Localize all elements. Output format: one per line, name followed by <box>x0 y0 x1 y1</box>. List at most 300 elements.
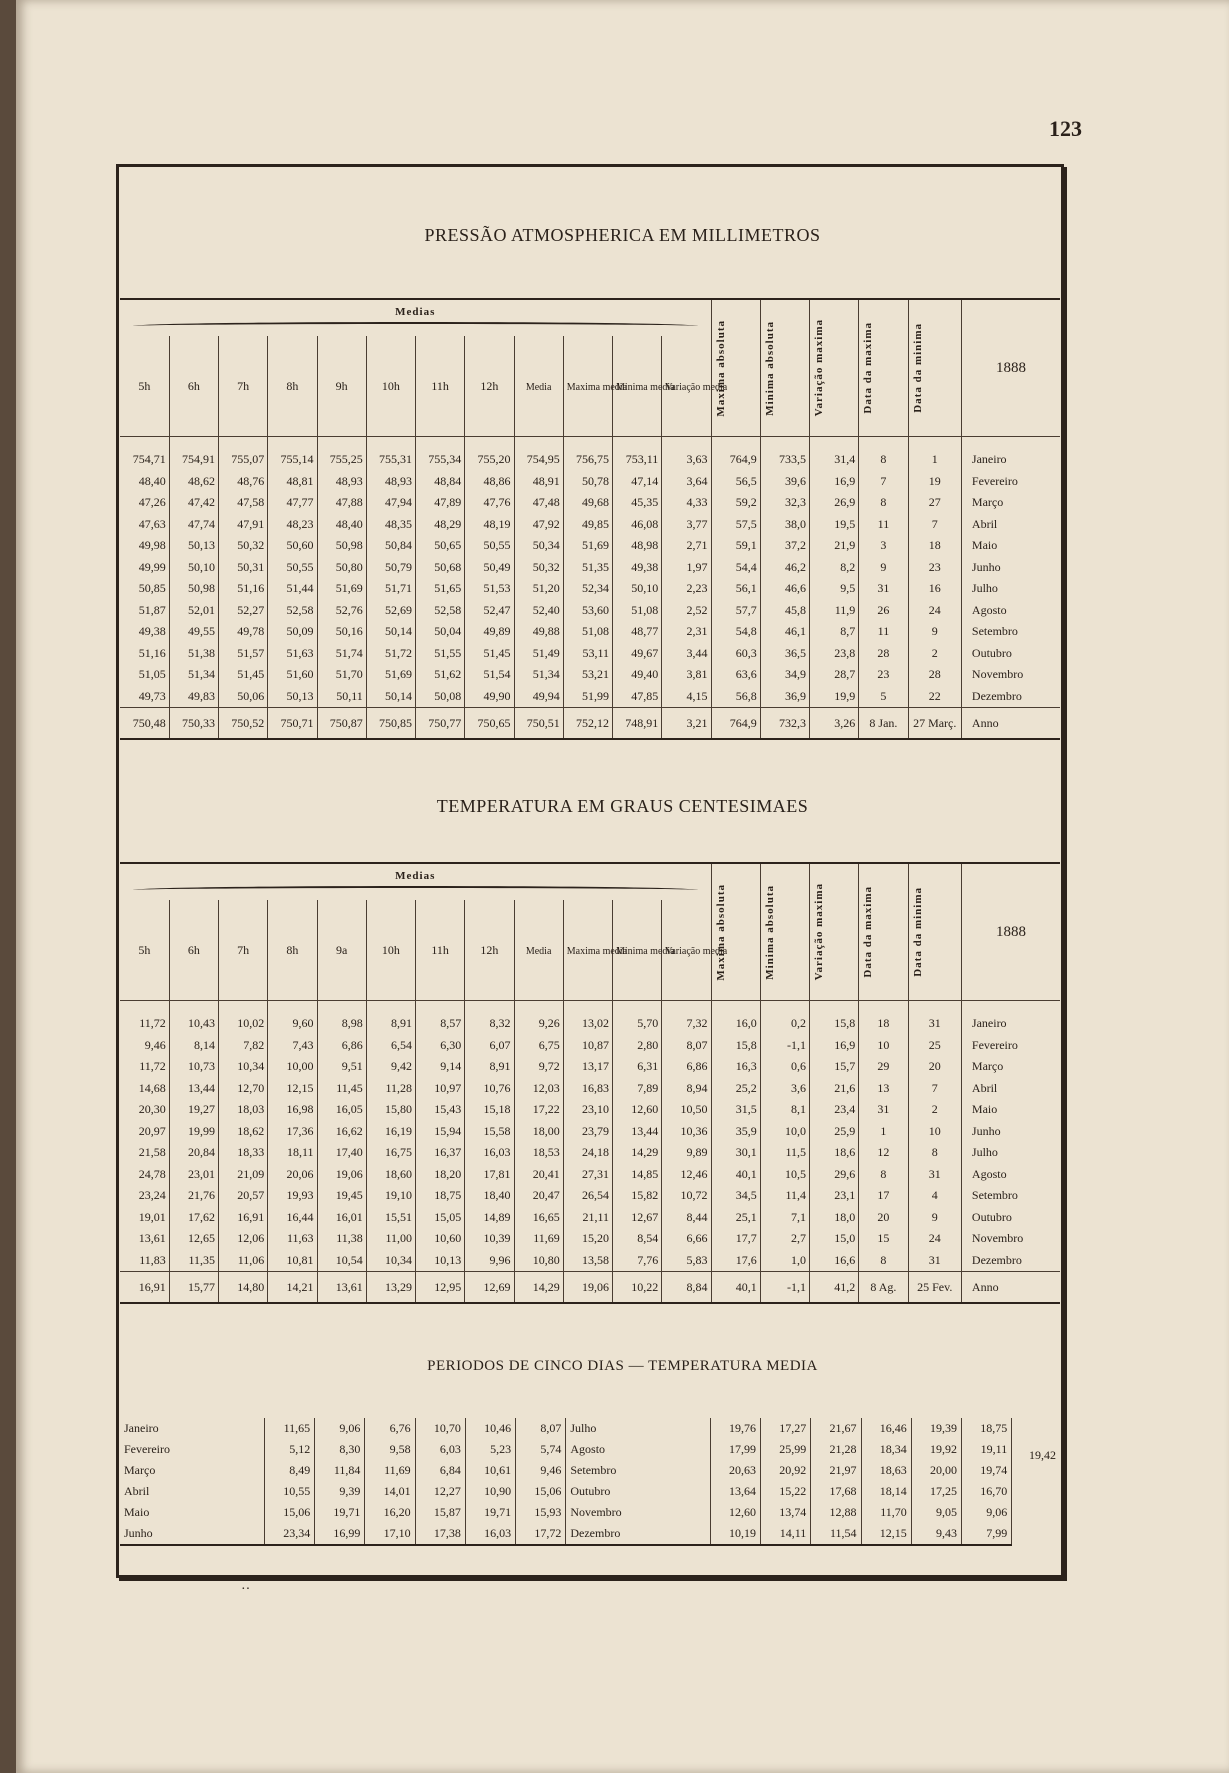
column-header <box>317 900 366 1001</box>
table-cell: 53,21 <box>563 664 612 686</box>
year-cell: 750,51 <box>514 708 563 740</box>
table-cell: Setembro <box>961 621 1060 643</box>
table-cell: 11,69 <box>514 1228 563 1250</box>
column-header <box>613 900 675 1001</box>
table-cell: 15,8 <box>810 1013 859 1035</box>
table-cell: 16,65 <box>514 1207 563 1229</box>
vert-col-label: Variação maxima <box>813 319 826 417</box>
table-cell: 48,40 <box>317 514 366 536</box>
table-cell: 12,46 <box>662 1164 711 1186</box>
table-row <box>120 1121 1060 1143</box>
table-cell: 45,35 <box>613 492 662 514</box>
table-cell: 24 <box>908 600 961 622</box>
period-value: 19,71 <box>465 1502 515 1523</box>
table-cell: 10,87 <box>563 1035 612 1057</box>
period-value: 17,72 <box>516 1523 566 1545</box>
table-cell: 9,26 <box>514 1013 563 1035</box>
table-cell: 0,6 <box>760 1056 809 1078</box>
table-cell: Abril <box>961 1078 1060 1100</box>
table-cell: 12,03 <box>514 1078 563 1100</box>
column-header <box>416 900 465 1001</box>
period-value: 13,64 <box>710 1481 760 1502</box>
table-cell: 8,44 <box>662 1207 711 1229</box>
year-cell: 16,91 <box>120 1272 169 1304</box>
period-row <box>120 1439 1060 1460</box>
table-cell: 25,2 <box>711 1078 760 1100</box>
table-cell: 6,54 <box>366 1035 415 1057</box>
table-cell: 18,60 <box>366 1164 415 1186</box>
table-cell: 754,91 <box>169 449 218 471</box>
table-cell: 50,98 <box>169 578 218 600</box>
period-value: 17,10 <box>365 1523 415 1545</box>
column-header <box>514 900 563 1001</box>
table-cell: 13,17 <box>563 1056 612 1078</box>
period-value: 20,92 <box>761 1460 811 1481</box>
table-row <box>120 535 1060 557</box>
column-label: 5h <box>138 378 151 393</box>
period-row <box>120 1523 1060 1545</box>
table-cell: 29 <box>859 1056 908 1078</box>
table-cell: 19,93 <box>268 1185 317 1207</box>
table-cell: 7,43 <box>268 1035 317 1057</box>
table-cell: 16,05 <box>317 1099 366 1121</box>
table-cell: 20,41 <box>514 1164 563 1186</box>
table-row <box>120 621 1060 643</box>
period-value: 11,69 <box>365 1460 415 1481</box>
period-month: Novembro <box>566 1502 710 1523</box>
table-cell: 50,10 <box>613 578 662 600</box>
table-cell: 11,28 <box>366 1078 415 1100</box>
table-cell: 47,77 <box>268 492 317 514</box>
table-cell: 23,10 <box>563 1099 612 1121</box>
table-cell: 733,5 <box>760 449 809 471</box>
year-cell: 750,77 <box>416 708 465 740</box>
table-cell: Agosto <box>961 1164 1060 1186</box>
table-cell: 38,0 <box>760 514 809 536</box>
table-cell: 49,94 <box>514 686 563 708</box>
table-cell: Fevereiro <box>961 1035 1060 1057</box>
table-cell: 31 <box>859 1099 908 1121</box>
period-value: 25,99 <box>761 1439 811 1460</box>
table-cell: 60,3 <box>711 643 760 665</box>
table-cell: 49,67 <box>613 643 662 665</box>
period-value: 16,20 <box>365 1502 415 1523</box>
period-value: 11,70 <box>861 1502 911 1523</box>
table-cell: 51,60 <box>268 664 317 686</box>
table-cell: 20,84 <box>169 1142 218 1164</box>
table-cell: 50,68 <box>416 557 465 579</box>
column-header <box>219 900 268 1001</box>
vert-col-label: Maxima absoluta <box>714 883 727 981</box>
table-cell: 50,85 <box>138 581 166 596</box>
table-cell: 51,69 <box>366 664 415 686</box>
vert-col-header <box>908 299 961 437</box>
period-value: 5,12 <box>264 1439 314 1460</box>
table-cell: 18,53 <box>514 1142 563 1164</box>
table-cell: 2,7 <box>760 1228 809 1250</box>
table-cell: 51,34 <box>514 664 563 686</box>
period-value: 9,06 <box>315 1418 365 1439</box>
table-cell: 8,32 <box>465 1013 514 1035</box>
year-cell: 750,87 <box>317 708 366 740</box>
table-cell: 753,11 <box>613 449 662 471</box>
year-header <box>961 299 1060 437</box>
period-value: 17,99 <box>710 1439 760 1460</box>
column-label: Media <box>525 381 552 393</box>
table-cell: 51,55 <box>416 643 465 665</box>
period-value: 10,19 <box>710 1523 760 1545</box>
table-cell: 23,24 <box>138 1188 166 1203</box>
year-cell: Anno <box>961 708 1060 740</box>
table-cell: 24,18 <box>563 1142 612 1164</box>
table-cell: 31 <box>908 1250 961 1272</box>
table-cell: 1,0 <box>760 1250 809 1272</box>
table-cell: 12,06 <box>219 1228 268 1250</box>
table-cell: 16,9 <box>810 1035 859 1057</box>
table-cell: 51,45 <box>219 664 268 686</box>
table-cell: 48,35 <box>366 514 415 536</box>
year-cell: -1,1 <box>760 1272 809 1304</box>
table-cell: 6,86 <box>662 1056 711 1078</box>
table-cell: 11,00 <box>366 1228 415 1250</box>
table-cell: 6,07 <box>465 1035 514 1057</box>
table-cell: 47,94 <box>366 492 415 514</box>
table-cell: 48,29 <box>416 514 465 536</box>
table-cell: 13,58 <box>563 1250 612 1272</box>
table-cell: 10,76 <box>465 1078 514 1100</box>
table-cell: 26,9 <box>810 492 859 514</box>
table-cell: 16,03 <box>465 1142 514 1164</box>
table-cell: 56,5 <box>711 471 760 493</box>
column-header <box>613 336 675 437</box>
table-cell: Maio <box>961 535 1060 557</box>
period-month: Agosto <box>566 1439 710 1460</box>
year-cell: 750,33 <box>169 708 218 740</box>
table-cell: 20 <box>859 1207 908 1229</box>
vert-col-label: Data da maxima <box>862 886 875 978</box>
table-cell: 49,38 <box>613 557 662 579</box>
table-cell: 11,72 <box>139 1016 166 1031</box>
table-cell: 755,31 <box>366 449 415 471</box>
table-cell: 52,27 <box>219 600 268 622</box>
period-value: 10,61 <box>465 1460 515 1481</box>
table-cell: 16 <box>908 578 961 600</box>
table-cell: 48,93 <box>317 471 366 493</box>
table-cell: 754,71 <box>132 452 166 467</box>
table-cell: 51,34 <box>169 664 218 686</box>
year-cell: 12,69 <box>465 1272 514 1304</box>
table-cell: 3,44 <box>662 643 711 665</box>
table-cell: 10 <box>908 1121 961 1143</box>
year-row <box>120 1272 1060 1304</box>
column-label: 11h <box>431 942 449 957</box>
table-cell: 32,3 <box>760 492 809 514</box>
table-row <box>120 1035 1060 1057</box>
table-cell: 48,91 <box>514 471 563 493</box>
table-cell: 49,78 <box>219 621 268 643</box>
table-cell: Janeiro <box>961 449 1060 471</box>
table-cell: 51,16 <box>219 578 268 600</box>
table-cell: 47,88 <box>317 492 366 514</box>
table-cell: 34,5 <box>711 1185 760 1207</box>
table-cell: 50,60 <box>268 535 317 557</box>
table-cell: 8,07 <box>662 1035 711 1057</box>
period-value: 12,88 <box>811 1502 861 1523</box>
table-cell: 20,57 <box>219 1185 268 1207</box>
table-cell: 56,8 <box>711 686 760 708</box>
table-cell: 7,76 <box>613 1250 662 1272</box>
table-row <box>120 578 1060 600</box>
period-month: Fevereiro <box>124 1442 170 1456</box>
table-cell: 755,34 <box>416 449 465 471</box>
medias-label: Medias <box>395 306 436 318</box>
column-header <box>416 336 465 437</box>
table-cell: 22 <box>908 686 961 708</box>
table-cell: 47,85 <box>613 686 662 708</box>
table-cell: 51,53 <box>465 578 514 600</box>
table-cell: 9,42 <box>366 1056 415 1078</box>
column-label: Minima media <box>616 381 675 393</box>
table-cell: 10,73 <box>169 1056 218 1078</box>
table-cell: 5,83 <box>662 1250 711 1272</box>
table-cell: 10,36 <box>662 1121 711 1143</box>
table-cell: 16,83 <box>563 1078 612 1100</box>
table-cell: 756,75 <box>563 449 612 471</box>
period-month: Julho <box>566 1418 710 1439</box>
year-cell: 8 Jan. <box>859 708 908 740</box>
table-cell: 9,14 <box>416 1056 465 1078</box>
page-number: 123 <box>1049 116 1082 141</box>
year-cell: 14,29 <box>514 1272 563 1304</box>
table-cell: 50,32 <box>514 557 563 579</box>
table-cell: 19,06 <box>317 1164 366 1186</box>
table-cell: 10,60 <box>416 1228 465 1250</box>
year-cell: 27 Març. <box>908 708 961 740</box>
table-cell: 12,60 <box>613 1099 662 1121</box>
table-cell: 48,76 <box>219 471 268 493</box>
table-cell: 49,99 <box>138 559 166 574</box>
table-cell: 51,72 <box>366 643 415 665</box>
table-cell: 51,63 <box>268 643 317 665</box>
table-cell: 25,9 <box>810 1121 859 1143</box>
table-cell: 48,19 <box>465 514 514 536</box>
table-row <box>120 557 1060 579</box>
table-cell: 39,6 <box>760 471 809 493</box>
table-row <box>120 1013 1060 1035</box>
table-cell: Junho <box>961 557 1060 579</box>
column-header <box>317 336 366 437</box>
period-value: 20,00 <box>911 1460 961 1481</box>
table-cell: 3,77 <box>662 514 711 536</box>
year-cell: 8,84 <box>662 1272 711 1304</box>
table-cell: 31 <box>908 1164 961 1186</box>
table-cell: 19,10 <box>366 1185 415 1207</box>
table-cell: 12,70 <box>219 1078 268 1100</box>
vert-col-label: Data da minima <box>911 887 924 977</box>
table-cell: 50,13 <box>268 686 317 708</box>
year-cell: 41,2 <box>810 1272 859 1304</box>
table-cell: 20,06 <box>268 1164 317 1186</box>
table-cell: 9 <box>908 1207 961 1229</box>
table-cell: 8 <box>859 492 908 514</box>
table-cell: 52,58 <box>416 600 465 622</box>
table-cell: 8,7 <box>810 621 859 643</box>
period-value: 15,22 <box>761 1481 811 1502</box>
table-cell: 51,05 <box>138 667 166 682</box>
table-cell: 51,57 <box>219 643 268 665</box>
table-cell: 12 <box>859 1142 908 1164</box>
table-cell: 7,82 <box>219 1035 268 1057</box>
year-cell: 13,29 <box>366 1272 415 1304</box>
year-cell: 15,77 <box>169 1272 218 1304</box>
table-cell: 50,34 <box>514 535 563 557</box>
table-cell: 8,94 <box>662 1078 711 1100</box>
table-cell: 25,1 <box>711 1207 760 1229</box>
table-cell: 47,74 <box>169 514 218 536</box>
table-cell: 2,31 <box>662 621 711 643</box>
table-cell: 6,75 <box>514 1035 563 1057</box>
period-value: 12,60 <box>710 1502 760 1523</box>
table-cell: 755,14 <box>268 449 317 471</box>
vert-col-header <box>810 863 859 1001</box>
table-cell: 1 <box>908 449 961 471</box>
table-cell: 7 <box>908 514 961 536</box>
table-cell: Março <box>961 1056 1060 1078</box>
column-label: 10h <box>381 378 400 393</box>
table-cell: 5,70 <box>613 1013 662 1035</box>
table-cell: 8 <box>859 1250 908 1272</box>
table-cell: 8,14 <box>169 1035 218 1057</box>
table-cell: 15,18 <box>465 1099 514 1121</box>
period-value: 9,46 <box>516 1460 566 1481</box>
table-cell: 10,0 <box>760 1121 809 1143</box>
period-value: 16,03 <box>465 1523 515 1545</box>
table-cell: 13,02 <box>563 1013 612 1035</box>
table-row <box>120 1185 1060 1207</box>
table-row <box>120 643 1060 665</box>
table-cell: 20,47 <box>514 1185 563 1207</box>
period-value: 9,43 <box>911 1523 961 1545</box>
table-cell: 15,82 <box>613 1185 662 1207</box>
table-cell: 50,84 <box>366 535 415 557</box>
vert-col-header <box>859 299 908 437</box>
table-cell: 51,44 <box>268 578 317 600</box>
period-value: 18,75 <box>961 1418 1011 1439</box>
table-cell: 49,55 <box>169 621 218 643</box>
column-header <box>268 336 317 437</box>
year-cell: 14,80 <box>219 1272 268 1304</box>
table-row <box>120 1250 1060 1272</box>
column-label: Variação media <box>665 945 728 957</box>
medias-brace <box>133 886 698 894</box>
table-cell: Outubro <box>961 643 1060 665</box>
table-cell: 47,63 <box>138 516 166 531</box>
table-cell: 11,4 <box>760 1185 809 1207</box>
period-value: 17,68 <box>811 1481 861 1502</box>
table-cell: 51,38 <box>169 643 218 665</box>
table-cell: 21,09 <box>219 1164 268 1186</box>
period-month: Maio <box>124 1505 150 1519</box>
table-cell: 755,07 <box>219 449 268 471</box>
period-value: 10,55 <box>264 1481 314 1502</box>
period-month: Março <box>124 1463 156 1477</box>
table-cell: 53,60 <box>563 600 612 622</box>
year-cell: 750,85 <box>366 708 415 740</box>
vert-col-header <box>760 299 809 437</box>
table-cell: 8,54 <box>613 1228 662 1250</box>
column-header <box>563 900 628 1001</box>
table-cell: 49,68 <box>563 492 612 514</box>
vert-col-header <box>711 863 760 1001</box>
table-cell: 8,2 <box>810 557 859 579</box>
period-value: 16,70 <box>961 1481 1011 1502</box>
table-cell: Abril <box>961 514 1060 536</box>
table-cell: 11,5 <box>760 1142 809 1164</box>
table-cell: 51,74 <box>317 643 366 665</box>
table-cell: 7 <box>859 471 908 493</box>
column-label: Maxima media <box>566 381 628 393</box>
table-cell: 28,7 <box>810 664 859 686</box>
period-row <box>120 1502 1060 1523</box>
table-cell: 48,93 <box>366 471 415 493</box>
table-cell: 46,2 <box>760 557 809 579</box>
table-cell: 18 <box>859 1013 908 1035</box>
table-cell: 52,34 <box>563 578 612 600</box>
table-cell: 47,92 <box>514 514 563 536</box>
periods-table <box>120 1418 1060 1546</box>
table-cell: 27,31 <box>563 1164 612 1186</box>
table-cell: 51,69 <box>317 578 366 600</box>
table-cell: 16,98 <box>268 1099 317 1121</box>
table-cell: -1,1 <box>760 1035 809 1057</box>
table-cell: 21,76 <box>169 1185 218 1207</box>
table-row <box>120 600 1060 622</box>
table-row <box>120 492 1060 514</box>
table-cell: 10,80 <box>514 1250 563 1272</box>
table-cell: Setembro <box>961 1185 1060 1207</box>
table-cell: 51,20 <box>514 578 563 600</box>
table-cell: 10,34 <box>219 1056 268 1078</box>
column-header <box>120 900 169 1001</box>
table-cell: 48,62 <box>169 471 218 493</box>
table-cell: 18 <box>908 535 961 557</box>
period-value: 19,92 <box>911 1439 961 1460</box>
ink-mark: ·· <box>241 1582 251 1597</box>
table-cell: 45,8 <box>760 600 809 622</box>
table-cell: 8 <box>859 1164 908 1186</box>
period-value: 15,93 <box>516 1502 566 1523</box>
year-cell: 750,48 <box>120 708 169 740</box>
column-header <box>465 336 514 437</box>
table-cell: 12,15 <box>268 1078 317 1100</box>
column-label: Minima media <box>616 945 675 957</box>
period-value: 12,27 <box>415 1481 465 1502</box>
table-cell: 15,51 <box>366 1207 415 1229</box>
table-cell: 11,35 <box>169 1250 218 1272</box>
table-cell: 2 <box>908 1099 961 1121</box>
table-cell: 48,81 <box>268 471 317 493</box>
column-header <box>366 336 415 437</box>
period-value: 9,39 <box>315 1481 365 1502</box>
table-cell: 13,44 <box>613 1121 662 1143</box>
table-cell: 16,9 <box>810 471 859 493</box>
table-cell: 35,9 <box>711 1121 760 1143</box>
period-value: 20,63 <box>710 1460 760 1481</box>
table-cell: 18,62 <box>219 1121 268 1143</box>
table-row <box>120 686 1060 708</box>
table-cell: 34,9 <box>760 664 809 686</box>
table-cell: 28 <box>859 643 908 665</box>
